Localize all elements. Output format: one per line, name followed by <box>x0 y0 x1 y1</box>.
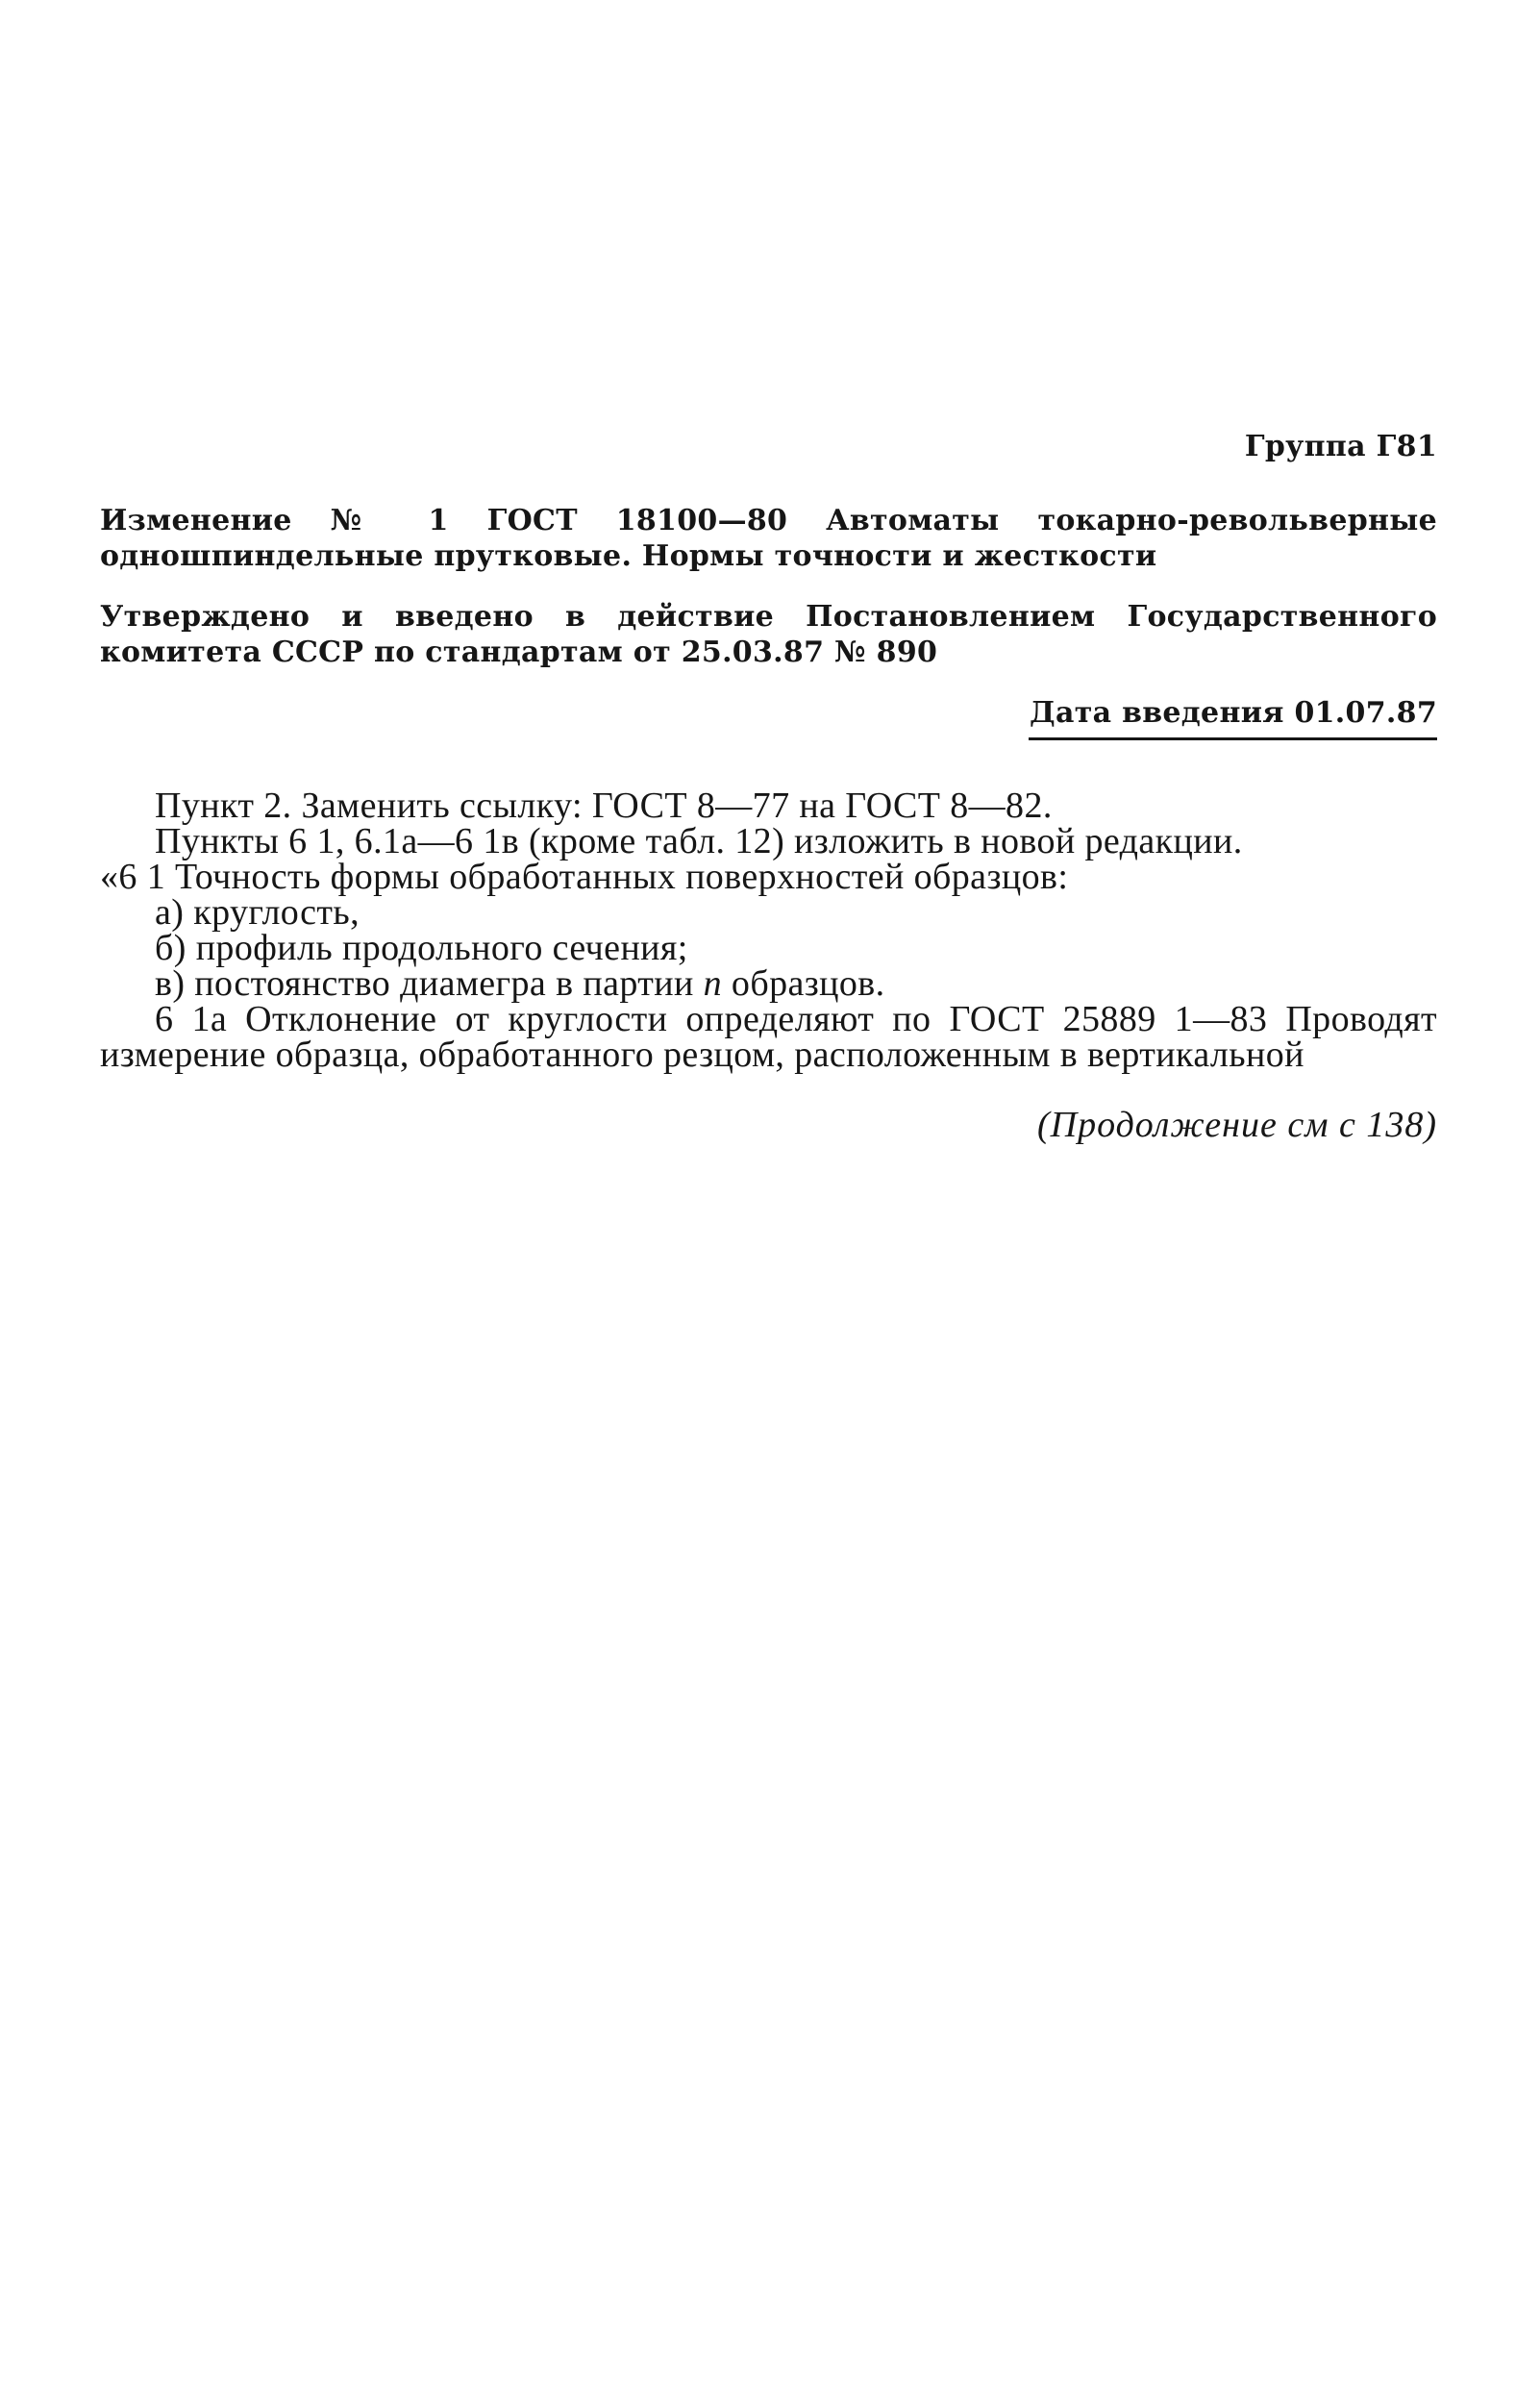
list-item-b: б) профиль продольного сечения; <box>155 928 688 968</box>
group-code: Группа Г81 <box>1244 430 1437 463</box>
document-body <box>100 788 1437 1073</box>
effective-date-row <box>100 695 1437 740</box>
list-item-a: а) круглость, <box>155 892 360 933</box>
variable-n: n <box>703 963 723 1004</box>
change-title: Изменение № 1 ГОСТ 18100—80 Автоматы токарно-револьверные одношпиндельные прутковые. Нормы точности и жесткости <box>100 504 1437 573</box>
paragraph-2: Пункты 6 1, 6.1а—6 1в (кроме табл. 12) изложить в новой редакции. <box>155 821 1243 861</box>
list-item-c <box>100 963 1437 1004</box>
list-item-c-end: образцов. <box>722 963 885 1004</box>
document-content <box>100 428 1437 1146</box>
approval-statement: Утверждено и введено в действие Постановлением Государственного комитета СССР по стандартам от 25.03.87 № 890 <box>100 600 1437 669</box>
continuation-note: (Продолжение см с 138) <box>1036 1105 1437 1145</box>
paragraph-4: 6 1а Отклонение от круглости определяют по ГОСТ 25889 1—83 Проводят измерение образца, обработанного резцом, расположенным в вертикальной <box>100 999 1437 1075</box>
paragraph-3: «6 1 Точность формы обработанных поверхностей образцов: <box>100 857 1069 897</box>
list-item-c-text: в) постоянство диамегра в партии <box>155 963 704 1004</box>
effective-date: Дата введения 01.07.87 <box>1029 695 1437 740</box>
paragraph-1: Пункт 2. Заменить ссылку: ГОСТ 8—77 на ГОСТ 8—82. <box>155 786 1053 826</box>
